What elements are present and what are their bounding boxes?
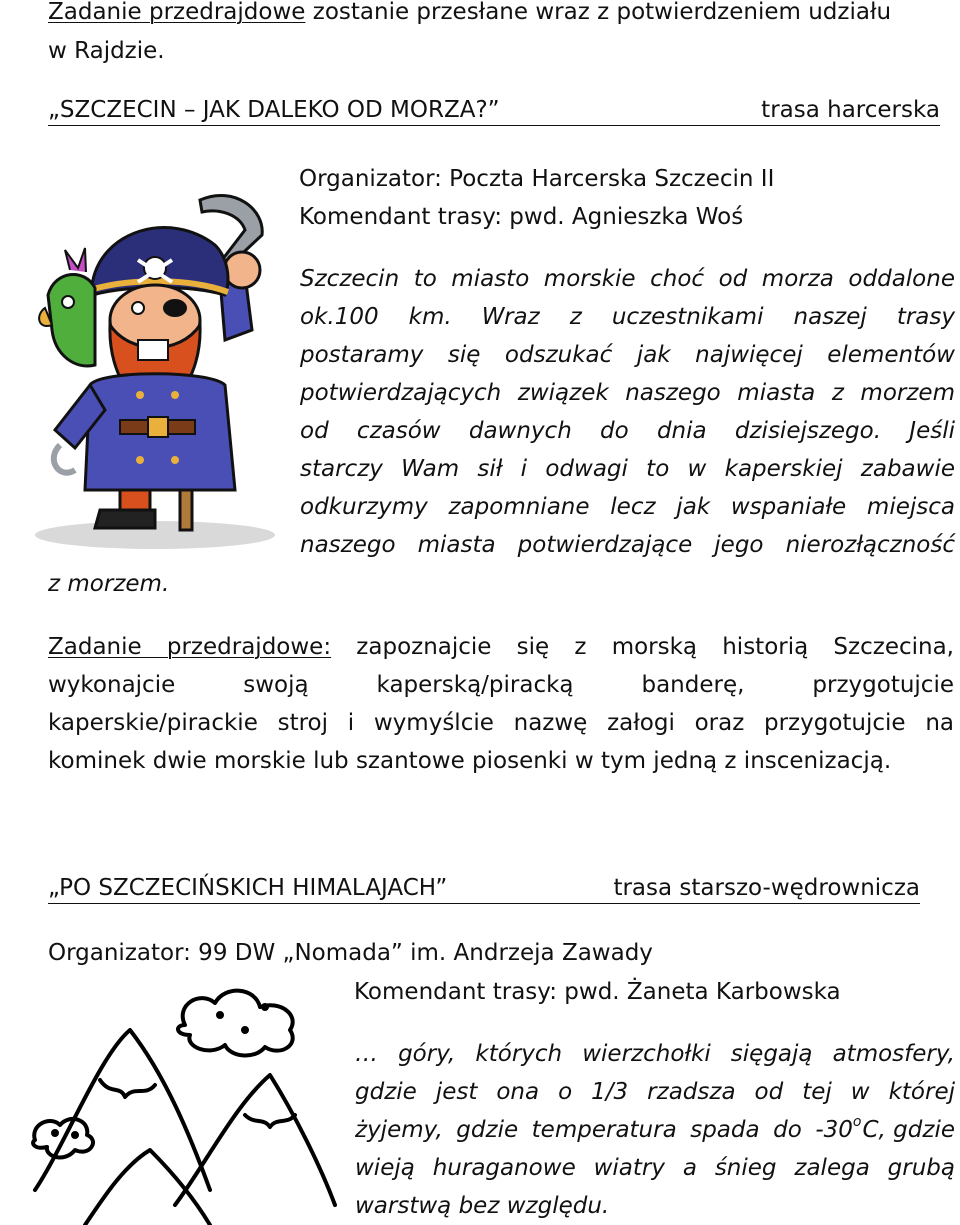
intro-link[interactable]: Zadanie przedrajdowe	[48, 0, 306, 25]
route1-task-line-1	[48, 636, 954, 659]
route1-task-line: kaperskie/pirackie stroj i wymyślcie nazwę załogi oraz przygotujcie na	[48, 710, 954, 736]
route1-header	[48, 99, 940, 129]
degree-sup: o	[852, 1114, 862, 1130]
route1-organizer: Organizator: Poczta Harcerska Szczecin II	[299, 166, 775, 192]
route2-desc-line: … góry, których wierzchołki sięgają atmosfery,	[355, 1041, 955, 1067]
route2-desc-temp-tail: C, gdzie	[862, 1117, 955, 1143]
intro-line-1	[48, 1, 891, 24]
route1-desc-line: od czasów dawnych do dnia dzisiejszego. Jeśli	[300, 418, 955, 444]
route2-desc-line: wieją huraganowe wiatry a śnieg zalega grubą	[355, 1155, 955, 1181]
route2-header	[48, 877, 920, 907]
route1-desc-line: potwierdzających związek naszego miasta z morzem	[300, 380, 955, 406]
mountains-illustration	[25, 985, 355, 1225]
route1-desc-line: Szczecin to miasto morskie choć od morza oddalone	[300, 266, 955, 292]
intro-line-2: w Rajdzie.	[48, 38, 165, 64]
route1-task-line: wykonajcie swoją kaperską/piracką banderę, przygotujcie	[48, 672, 954, 698]
route2-desc-line: gdzie jest ona o 1/3 rzadsza od tej w której	[355, 1079, 955, 1105]
route2-desc-temp-text: żyjemy, gdzie temperatura spada do -30	[355, 1117, 853, 1143]
route1-commander: Komendant trasy: pwd. Agnieszka Woś	[299, 204, 744, 230]
route1-title: „SZCZECIN – JAK DALEKO OD MORZA?”	[48, 97, 500, 123]
route1-desc-line: postaramy się odszukać jak najwięcej elementów	[300, 342, 955, 368]
route1-task-text: zapoznajcie się z morską historią Szczecina,	[356, 634, 954, 660]
route2-desc-line: warstwą bez względu.	[355, 1193, 610, 1219]
route1-desc-line: odkurzymy zapomniane lecz jak wspaniałe miejsca	[300, 494, 955, 520]
route1-task-line: kominek dwie morskie lub szantowe piosenki w tym jedną z inscenizacją.	[48, 748, 892, 774]
route1-header-underline	[48, 125, 940, 126]
route1-desc-tail: z morzem.	[48, 571, 170, 597]
route2-commander: Komendant trasy: pwd. Żaneta Karbowska	[354, 979, 841, 1005]
route1-desc-line: ok.100 km. Wraz z uczestnikami naszej trasy	[300, 304, 955, 330]
route1-desc-line: naszego miasta potwierdzające jego nierozłączność	[300, 532, 955, 558]
route2-title: „PO SZCZECIŃSKICH HIMALAJACH”	[48, 875, 448, 901]
route2-header-underline	[48, 903, 920, 904]
route1-desc-line: starczy Wam sił i odwagi to w kaperskiej zabawie	[300, 456, 955, 482]
intro-line-1-text: zostanie przesłane wraz z potwierdzeniem udziału	[305, 0, 892, 25]
route2-organizer: Organizator: 99 DW „Nomada” im. Andrzeja Zawady	[48, 940, 653, 966]
route2-type: trasa starszo-wędrownicza	[613, 875, 920, 901]
route1-type: trasa harcerska	[761, 97, 940, 123]
route2-desc-line-temp	[355, 1114, 955, 1143]
pirate-illustration	[30, 190, 280, 555]
route1-task-label: Zadanie przedrajdowe:	[48, 634, 332, 660]
